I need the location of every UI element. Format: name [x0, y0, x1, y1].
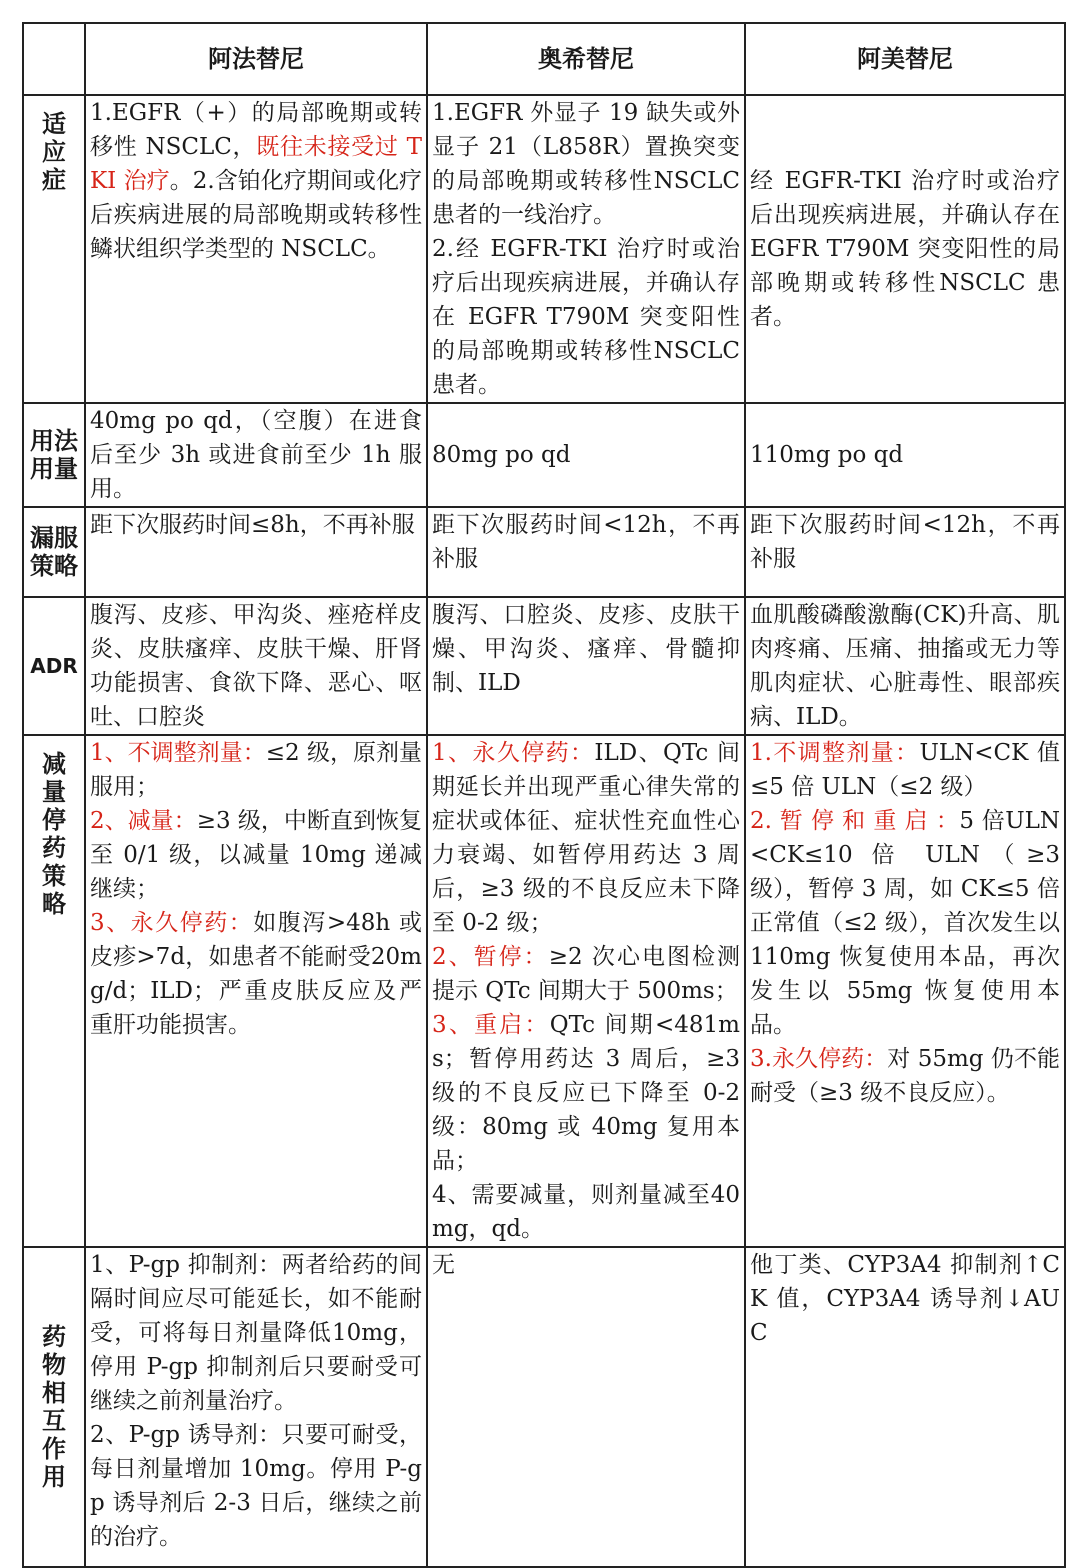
cell-afatinib-missed: 距下次服药时间≤8h，不再补服: [85, 507, 427, 597]
cell-afatinib-indication: 1.EGFR（+）的局部晚期或转移性 NSCLC，既往未接受过 TKI 治疗。2.含铂化疗期间或化疗后疾病进展的局部晚期或转移性鳞状组织学类型的 NSCLC。: [85, 95, 427, 403]
header-almonertinib: 阿美替尼: [745, 23, 1065, 95]
row-dosage: [23, 403, 1065, 507]
cell-osimertinib-interaction: 无: [427, 1247, 745, 1567]
header-osimertinib: 奥希替尼: [427, 23, 745, 95]
row-label-indication: 适应症: [23, 95, 85, 403]
row-drug-interaction: [23, 1247, 1065, 1567]
header-afatinib: 阿法替尼: [85, 23, 427, 95]
row-label-missed-dose: 漏服策略: [23, 507, 85, 597]
cell-afatinib-reduction: 1、不调整剂量：≤2 级，原剂量服用； 2、减量：≥3 级，中断直到恢复至 0/1 级，以减量 10mg 递减继续； 3、永久停药：如腹泻>48h 或皮疹>7d，如患者不能耐受20mg/d；ILD；严重皮肤反应及严重肝功能损害。: [85, 735, 427, 1247]
cell-afatinib-interaction: 1、P-gp 抑制剂：两者给药的间隔时间应尽可能延长，如不能耐受，可将每日剂量降低10mg，停用 P-gp 抑制剂后只要耐受可继续之前剂量治疗。 2、P-gp 诱导剂：只要可耐受，每日剂量增加 10mg。停用 P-gp 诱导剂后 2-3 日后，继续之前的治疗。: [85, 1247, 427, 1567]
row-adr: [23, 597, 1065, 735]
row-label-dosage: 用法用量: [23, 403, 85, 507]
row-label-adr: ADR: [23, 597, 85, 735]
egfr-tki-comparison-table: [22, 22, 1066, 1568]
cell-almonertinib-interaction: 他丁类、CYP3A4 抑制剂↑CK 值，CYP3A4 诱导剂↓AUC: [745, 1247, 1065, 1567]
header-row: [23, 23, 1065, 95]
cell-almonertinib-indication: 经 EGFR-TKI 治疗时或治疗后出现疾病进展，并确认存在 EGFR T790M 突变阳性的局部晚期或转移性NSCLC 患者。: [745, 95, 1065, 403]
row-label-dose-reduction: 减量停药策略: [23, 735, 85, 1247]
cell-osimertinib-missed: 距下次服药时间<12h，不再补服: [427, 507, 745, 597]
row-missed-dose: [23, 507, 1065, 597]
cell-afatinib-dosage: 40mg po qd，（空腹）在进食后至少 3h 或进食前至少 1h 服用。: [85, 403, 427, 507]
cell-osimertinib-indication: 1.EGFR 外显子 19 缺失或外显子 21（L858R）置换突变的局部晚期或转移性NSCLC 患者的一线治疗。 2.经 EGFR-TKI 治疗时或治疗后出现疾病进展，并确认存在 EGFR T790M 突变阳性的局部晚期或转移性NSCLC 患者。: [427, 95, 745, 403]
header-corner: [23, 23, 85, 95]
cell-afatinib-adr: 腹泻、皮疹、甲沟炎、痤疮样皮炎、皮肤瘙痒、皮肤干燥、肝肾功能损害、食欲下降、恶心、呕吐、口腔炎: [85, 597, 427, 735]
comparison-table-page: [22, 22, 1064, 1568]
cell-almonertinib-missed: 距下次服药时间<12h，不再补服: [745, 507, 1065, 597]
cell-almonertinib-reduction: 1.不调整剂量：ULN<CK 值≤5 倍 ULN（≤2 级） 2. 暂 停 和 重 启 ：5 倍ULN<CK≤10 倍 ULN（≥3 级），暂停 3 周，如 CK≤5 倍正常值（≤2 级），首次发生以 110mg 恢复使用本品，再次发生以 55mg 恢复使用本品。 3.永久停药：对 55mg 仍不能耐受（≥3 级不良反应）。: [745, 735, 1065, 1247]
cell-almonertinib-dosage: 110mg po qd: [745, 403, 1065, 507]
row-dose-reduction: [23, 735, 1065, 1247]
cell-osimertinib-reduction: 1、永久停药：ILD、QTc 间期延长并出现严重心律失常的症状或体征、症状性充血性心力衰竭、如暂停用药达 3 周后，≥3 级的不良反应未下降至 0-2 级； 2、暂停：≥2 次心电图检测提示 QTc 间期大于 500ms； 3、重启：QTc 间期<481ms；暂停用药达 3 周后，≥3 级的不良反应已下降至 0-2 级：80mg 或 40mg 复用本品； 4、需要减量，则剂量减至40mg，qd。: [427, 735, 745, 1247]
row-label-drug-interaction: 药物相互作用: [23, 1247, 85, 1567]
cell-almonertinib-adr: 血肌酸磷酸激酶(CK)升高、肌肉疼痛、压痛、抽搐或无力等肌肉症状、心脏毒性、眼部疾病、ILD。: [745, 597, 1065, 735]
cell-osimertinib-dosage: 80mg po qd: [427, 403, 745, 507]
cell-osimertinib-adr: 腹泻、口腔炎、皮疹、皮肤干燥、甲沟炎、瘙痒、骨髓抑制、ILD: [427, 597, 745, 735]
row-indication: [23, 95, 1065, 403]
